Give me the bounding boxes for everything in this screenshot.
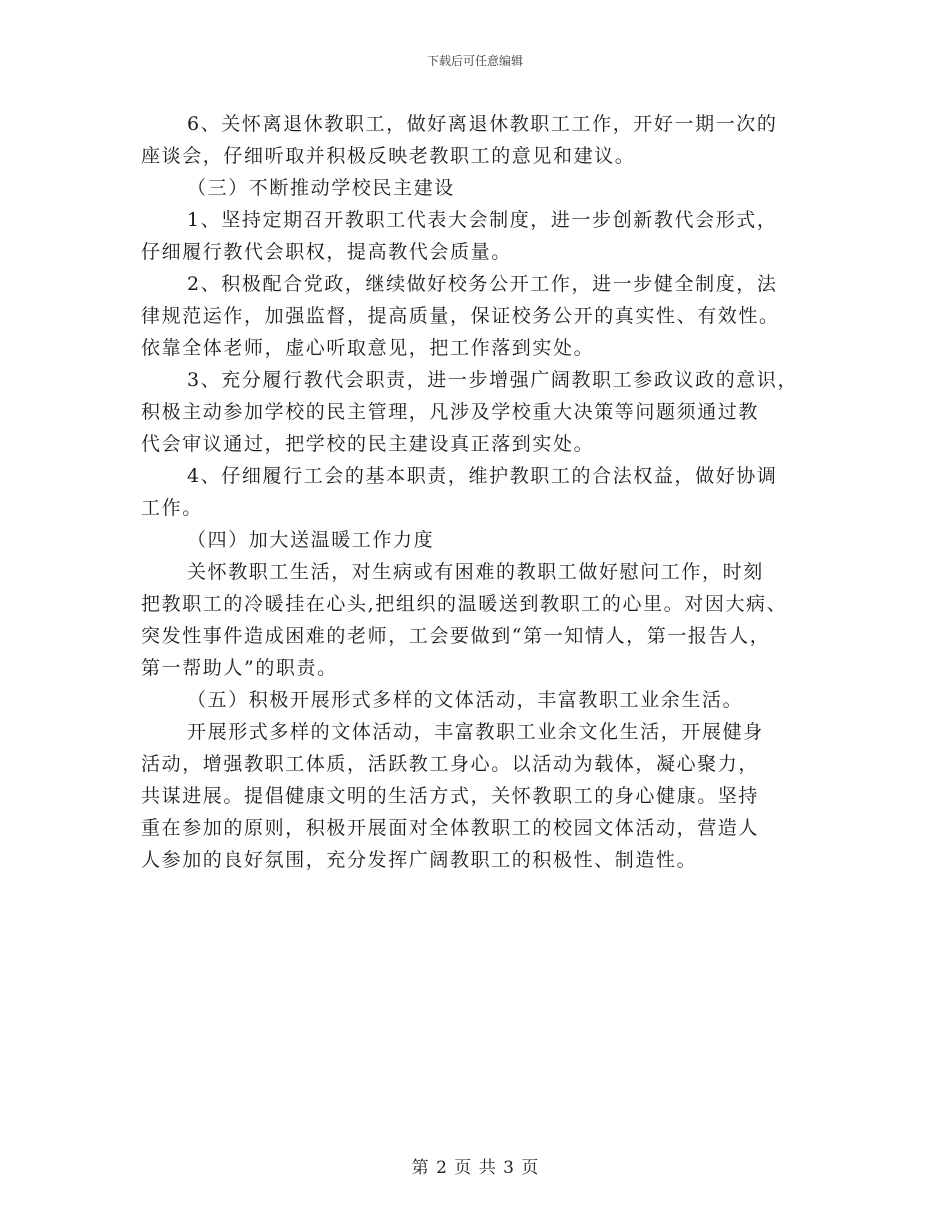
paragraph-line: 6、关怀离退休教职工，做好离退休教职工工作，开好一期一次的 (187, 113, 778, 135)
paragraph-line: 共谋进展。提倡健康文明的生活方式，关怀教职工的身心健康。坚持 (141, 785, 760, 807)
paragraph-line: 突发性事件造成困难的老师，工会要做到“第一知情人，第一报告人， (141, 625, 771, 647)
document-body (141, 108, 811, 876)
paragraph-line: 第一帮助人”的职责。 (141, 657, 338, 679)
paragraph-line: 2、积极配合党政，继续做好校务公开工作，进一步健全制度，法 (187, 273, 778, 295)
paragraph-line: 依靠全体老师，虚心听取意见，把工作落到实处。 (141, 337, 595, 359)
paragraph-line: 仔细履行教代会职权，提高教代会质量。 (141, 241, 512, 263)
paragraph-line: 3、充分履行教代会职责，进一步增强广阔教职工参政议政的意识， (187, 369, 799, 391)
paragraph-line: 关怀教职工生活，对生病或有困难的教职工做好慰问工作，时刻 (187, 561, 764, 583)
paragraph-line: 积极主动参加学校的民主管理，凡涉及学校重大决策等问题须通过教 (141, 401, 760, 423)
paragraph-line: 重在参加的原则，积极开展面对全体教职工的校园文体活动，营造人 (141, 817, 760, 839)
paragraph-line: 把教职工的冷暖挂在心头,把组织的温暖送到教职工的心里。对因大病、 (141, 593, 788, 615)
section-heading: （三）不断推动学校民主建设 (187, 177, 455, 199)
paragraph-line: 4、仔细履行工会的基本职责，维护教职工的合法权益，做好协调 (187, 465, 778, 487)
section-heading: （四）加大送温暖工作力度 (187, 529, 435, 551)
paragraph-line: 开展形式多样的文体活动，丰富教职工业余文化生活，开展健身 (187, 721, 764, 743)
paragraph-line: 1、坚持定期召开教职工代表大会制度，进一步创新教代会形式， (187, 209, 778, 231)
paragraph-line: 座谈会，仔细听取并积极反映老教职工的意见和建议。 (141, 145, 636, 167)
paragraph-line: 代会审议通过，把学校的民主建设真正落到实处。 (141, 433, 595, 455)
page-number-footer: 第 2 页 共 3 页 (411, 1158, 539, 1178)
paragraph-line: 人参加的良好氛围，充分发挥广阔教职工的积极性、制造性。 (141, 849, 698, 871)
paragraph-line: 律规范运作，加强监督，提高质量，保证校务公开的真实性、有效性。 (141, 305, 780, 327)
paragraph-line: 活动，增强教职工体质，活跃教工身心。以活动为载体，凝心聚力， (141, 753, 760, 775)
paragraph-line: 工作。 (141, 497, 203, 519)
section-heading: （五）积极开展形式多样的文体活动，丰富教职工业余生活。 (187, 689, 744, 711)
page-header: 下载后可任意编辑 (426, 54, 523, 68)
